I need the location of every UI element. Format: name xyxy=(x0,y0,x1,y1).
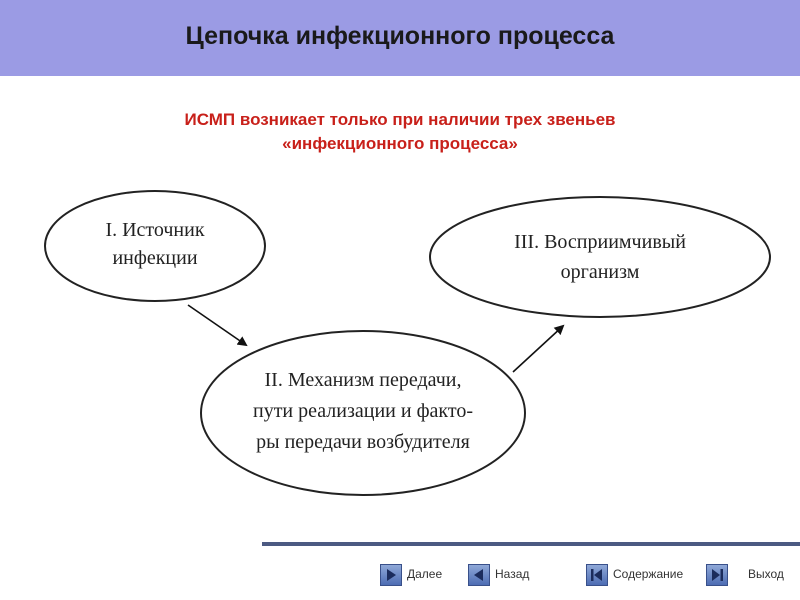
node-host-line-1: III. Восприимчивый xyxy=(514,231,686,253)
node-mechanism-line-1: II. Механизм передачи, xyxy=(264,369,462,391)
next-button[interactable] xyxy=(380,564,402,586)
subtitle-line-2: «инфекционного процесса» xyxy=(282,134,518,153)
play-right-icon xyxy=(381,565,401,585)
node-host xyxy=(430,197,770,317)
arrow-source-to-mechanism xyxy=(188,305,246,345)
contents-label[interactable]: Содержание xyxy=(613,567,684,581)
exit-button[interactable] xyxy=(706,564,728,586)
skip-back-icon xyxy=(587,565,607,585)
arrow-mechanism-to-host xyxy=(513,326,563,372)
node-source-ellipse xyxy=(45,191,265,301)
node-mechanism-line-2: пути реализации и факто- xyxy=(252,400,474,422)
node-mechanism xyxy=(201,331,525,495)
node-source xyxy=(45,191,265,301)
next-label[interactable]: Далее xyxy=(407,567,443,581)
page-title: Цепочка инфекционного процесса xyxy=(185,22,615,50)
skip-forward-icon xyxy=(707,565,727,585)
exit-label[interactable]: Выход xyxy=(748,567,784,581)
node-source-line-2: инфекции xyxy=(112,247,198,269)
subtitle-line-1: ИСМП возникает только при наличии трех звеньев xyxy=(184,110,616,129)
node-host-ellipse xyxy=(430,197,770,317)
contents-button[interactable] xyxy=(586,564,608,586)
footer-divider xyxy=(262,542,800,546)
back-label[interactable]: Назад xyxy=(495,567,530,581)
node-source-line-1: I. Источник xyxy=(105,219,205,241)
node-host-line-2: организм xyxy=(560,261,640,283)
play-left-icon xyxy=(469,565,489,585)
node-mechanism-line-3: ры передачи возбудителя xyxy=(256,431,470,453)
back-button[interactable] xyxy=(468,564,490,586)
